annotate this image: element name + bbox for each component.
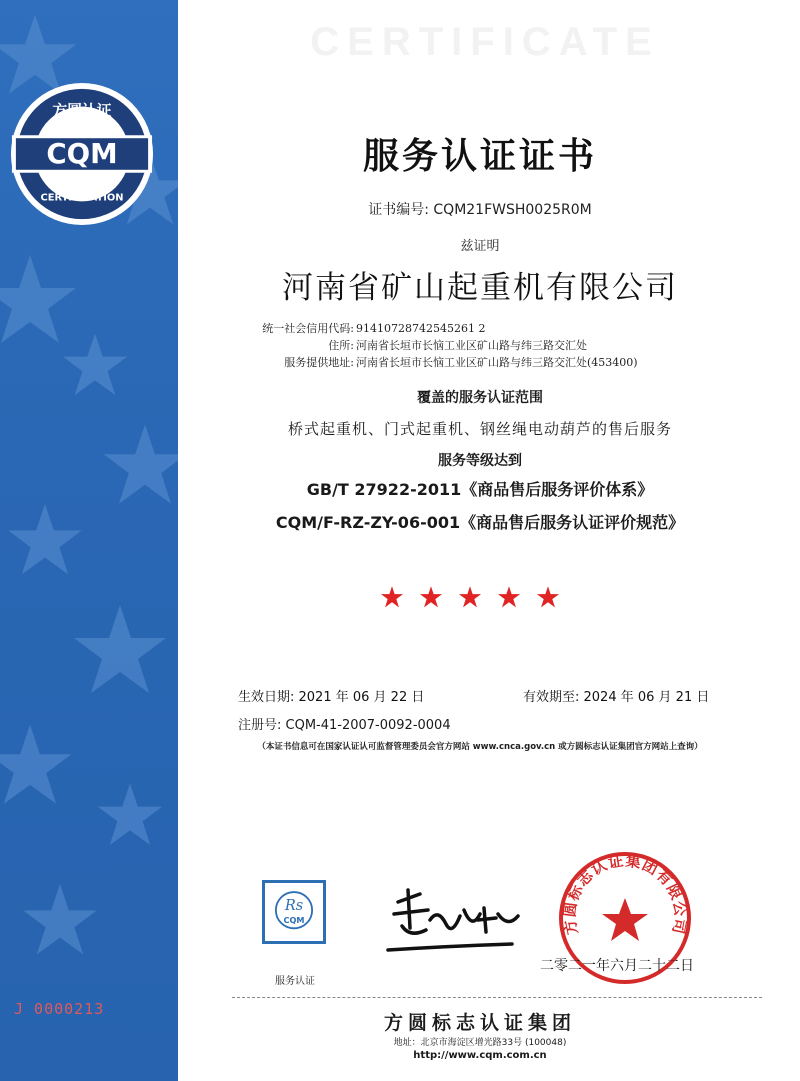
hereby-certify: 兹证明 xyxy=(460,239,500,254)
seal-text: 方圆标志认证集团有限公司 xyxy=(560,851,690,937)
organization-address: 地址：北京市海淀区增光路33号 (100048) xyxy=(393,1038,567,1048)
rs-mark-bottom: CQM xyxy=(283,914,305,925)
company-name: 河南省矿山起重机有限公司 xyxy=(282,270,678,306)
band-star-icon xyxy=(95,780,165,850)
company-info xyxy=(250,320,720,371)
standard-2: CQM/F-RZ-ZY-06-001《商品售后服务认证评价规范》 xyxy=(275,513,685,532)
signature-image xyxy=(380,880,530,960)
band-star-icon xyxy=(100,420,178,510)
rating-stars xyxy=(380,585,560,613)
organization-website: http://www.cqm.com.cn xyxy=(413,1050,547,1061)
band-star-icon xyxy=(60,330,130,400)
band-star-icon xyxy=(70,600,170,700)
serial-number: J 0000213 xyxy=(14,1000,105,1018)
info-row-credit-code xyxy=(250,320,720,337)
expiry-date: 有效期至: 2024 年 06 月 21 日 xyxy=(523,690,710,705)
info-row-address xyxy=(250,337,720,354)
organization-name: 方圆标志认证集团 xyxy=(383,1012,576,1034)
info-label: 服务提供地址: xyxy=(284,356,354,369)
band-star-icon xyxy=(0,720,75,810)
info-value: 河南省长垣市长恼工业区矿山路与纬三路交汇处(453400) xyxy=(356,356,638,369)
footer-divider xyxy=(232,997,762,998)
scope-heading: 覆盖的服务认证范围 xyxy=(417,390,543,406)
info-row-service-address xyxy=(250,354,720,371)
watermark-text: CERTIFICATE xyxy=(310,20,660,64)
logo-top-text: 方圆认证 xyxy=(52,102,112,120)
rating-star-icon xyxy=(380,585,404,609)
info-value: 河南省长垣市长恼工业区矿山路与纬三路交汇处 xyxy=(356,339,587,352)
rs-mark-label: 服务认证 xyxy=(275,976,315,987)
registration-number: 注册号: CQM-41-2007-0092-0004 xyxy=(238,718,451,733)
standard-1: GB/T 27922-2011《商品售后服务评价体系》 xyxy=(306,480,654,499)
info-value: 91410728742545261 2 xyxy=(356,322,486,335)
rating-star-icon xyxy=(497,585,521,609)
rating-star-icon xyxy=(458,585,482,609)
band-star-icon xyxy=(5,500,85,580)
rating-star-icon xyxy=(419,585,443,609)
cqm-certification-logo xyxy=(8,80,156,228)
effective-date: 生效日期: 2021 年 06 月 22 日 xyxy=(238,690,425,705)
service-certification-mark xyxy=(262,880,326,944)
info-label: 统一社会信用代码: xyxy=(262,322,354,335)
info-label: 住所: xyxy=(328,339,354,352)
verification-note: （本证书信息可在国家认证认可监督管理委员会官方网站 www.cnca.gov.cn 或方圆标志认证集团官方网站上查询） xyxy=(257,742,703,752)
band-star-icon xyxy=(20,880,100,960)
logo-bottom-text: CERTIFICATION xyxy=(40,192,124,204)
scope-text: 桥式起重机、门式起重机、钢丝绳电动葫芦的售后服务 xyxy=(287,420,672,438)
issue-date-chinese: 二零二一年六月二十二日 xyxy=(540,958,694,974)
level-heading: 服务等级达到 xyxy=(438,453,522,469)
logo-brand: CQM xyxy=(46,136,118,170)
rating-star-icon xyxy=(536,585,560,609)
certificate-number: 证书编号: CQM21FWSH0025R0M xyxy=(368,202,592,218)
rs-mark-top: Rs xyxy=(284,898,304,915)
certificate-title: 服务认证证书 xyxy=(362,136,597,177)
